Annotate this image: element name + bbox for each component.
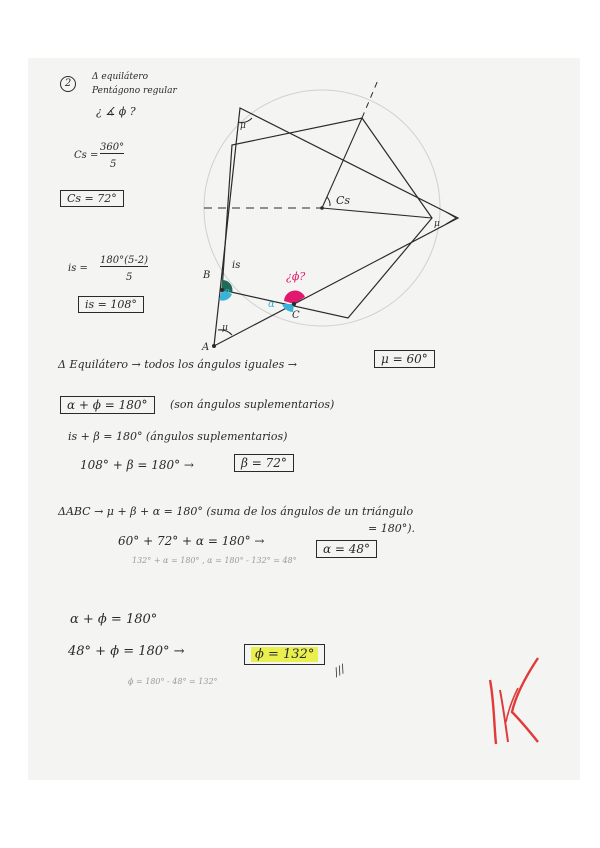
vertex-c [292, 302, 296, 306]
cs-formula-den: 5 [110, 159, 117, 170]
header-line-2: Pentágono regular [92, 86, 177, 96]
body-line-1: Δ Equilátero → todos los ángulos iguales → [58, 358, 297, 371]
body-line-7: α + ϕ = 180° [70, 612, 158, 627]
radius-line-2 [322, 208, 432, 218]
problem-number: 2 [60, 76, 76, 92]
label-cs: Cs [336, 194, 351, 207]
is-formula-num: 180°(5-2) [100, 255, 148, 266]
vertex-a [212, 344, 216, 348]
cs-formula-lhs: Cs = [74, 150, 99, 161]
final-answer-box [244, 644, 325, 665]
pentagon [222, 118, 432, 318]
label-phi-question: ¿ϕ? [286, 270, 306, 283]
is-result: is = 108° [78, 296, 144, 313]
cs-result: Cs = 72° [60, 190, 124, 207]
dashed-extension [362, 80, 378, 118]
label-mu-right: μ [434, 219, 440, 229]
cs-formula-num: 360° [100, 142, 125, 153]
label-beta: β [224, 289, 230, 300]
final-mark: /// [331, 662, 348, 679]
label-vertex-b: B [203, 270, 211, 281]
grade-mark [490, 658, 538, 744]
label-vertex-c: C [292, 310, 300, 321]
alpha-result: α = 48° [316, 540, 377, 558]
label-mu-bottom: μ [222, 323, 228, 333]
mu-result: μ = 60° [374, 350, 435, 368]
body-line-5b: = 180°). [368, 522, 415, 535]
label-mu-top: μ [240, 121, 246, 131]
is-formula-lhs: is = [68, 263, 88, 274]
alpha-phi-equation: α + ϕ = 180° [60, 396, 155, 414]
body-line-4: 108° + β = 180° → [80, 458, 194, 472]
body-line-6-faint: 132° + α = 180° , α = 180° - 132° = 48° [132, 556, 297, 565]
is-formula-den: 5 [126, 272, 133, 283]
body-line-3: is + β = 180° (ángulos suplementarios) [68, 430, 288, 443]
center-point [320, 206, 324, 210]
cs-arc [327, 197, 330, 206]
header-question: ¿ ∡ ϕ ? [96, 105, 136, 118]
phi-angle-fill [284, 291, 305, 304]
body-line-6: 60° + 72° + α = 180° → [118, 534, 265, 548]
label-is: is [232, 260, 241, 271]
header-line-1: Δ equilátero [92, 72, 149, 82]
label-vertex-a: A [202, 342, 210, 353]
body-line-2-note: (son ángulos suplementarios) [170, 398, 335, 411]
body-line-8-faint: ϕ = 180° - 48° = 132° [128, 677, 218, 686]
body-line-8: 48° + ϕ = 180° → [68, 644, 185, 659]
final-answer: ϕ = 132° [251, 647, 318, 662]
beta-result: β = 72° [234, 454, 294, 472]
body-line-5: ΔABC → μ + β + α = 180° (suma de los ángulos de un triángulo [58, 505, 414, 518]
label-alpha: α [268, 299, 275, 310]
